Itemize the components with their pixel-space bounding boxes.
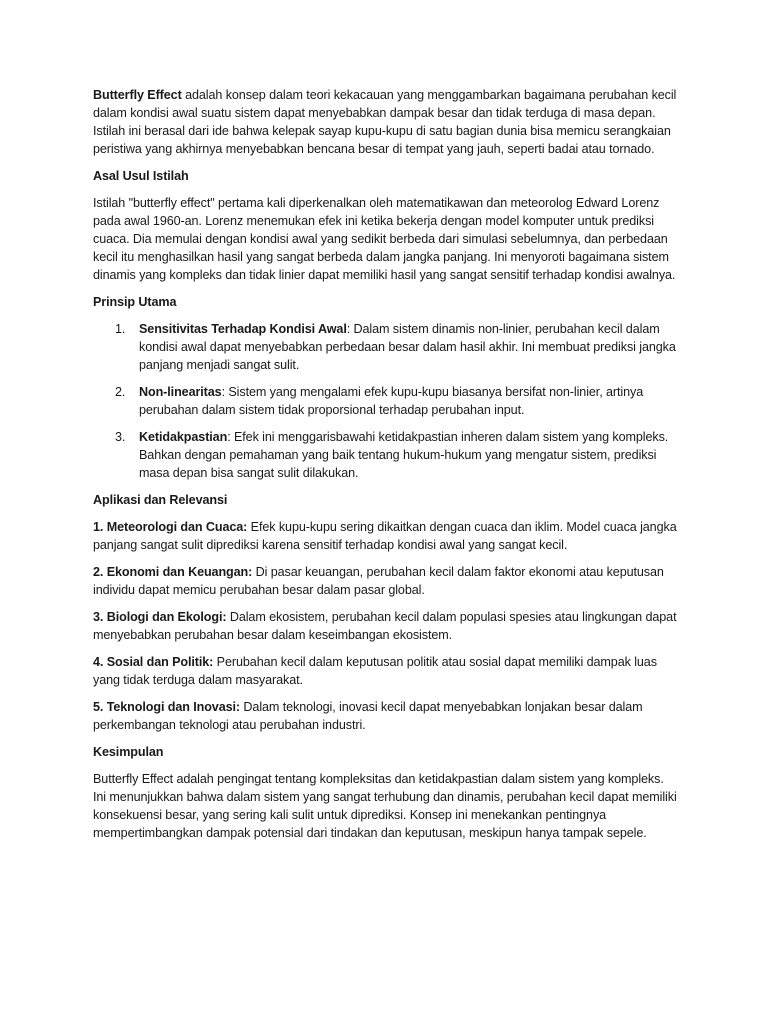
application-term: 2. Ekonomi dan Keuangan: bbox=[93, 565, 253, 579]
conclusion-paragraph: Butterfly Effect adalah pengingat tentang kompleksitas dan ketidakpastian dalam sistem yang kompleks. Ini menunjukkan bahwa dalam sistem yang sangat terhubung dan dinamis, perubahan kecil dapat memiliki konsekuensi besar, yang sering kali sulit untuk diprediksi. Konsep ini menekankan pentingnya mempertimbangkan dampak potensial dari tindakan dan keputusan, meskipun hanya tampak sepele. bbox=[93, 772, 677, 840]
principles-list bbox=[93, 320, 677, 482]
list-item-text: : Efek ini menggarisbawahi ketidakpastian inheren dalam sistem yang kompleks. Bahkan dengan pemahaman yang baik tentang hukum-hukum yang mengatur sistem, prediksi masa depan bisa sangat sulit dilakukan. bbox=[139, 430, 669, 480]
list-item bbox=[93, 383, 677, 419]
list-item-term: Ketidakpastian bbox=[139, 430, 228, 444]
conclusion-heading: Kesimpulan bbox=[93, 745, 164, 759]
list-item-term: Sensitivitas Terhadap Kondisi Awal bbox=[139, 322, 347, 336]
origin-paragraph: Istilah "butterfly effect" pertama kali diperkenalkan oleh matematikawan dan meteorolog Edward Lorenz pada awal 1960-an. Lorenz menemukan efek ini ketika bekerja dengan model komputer untuk prediksi cuaca. Dia memulai dengan kondisi awal yang sedikit berbeda dari simulasi sebelumnya, dan perbedaan kecil itu menghasilkan hasil yang sangat berbeda dalam jangka panjang. Ini menyoroti bagaimana sistem dinamis yang kompleks dan tidak linier dapat memiliki hasil yang sangat sensitif terhadap kondisi awalnya. bbox=[93, 196, 676, 282]
origin-heading: Asal Usul Istilah bbox=[93, 169, 189, 183]
application-text: Dalam teknologi, inovasi kecil dapat menyebabkan lonjakan besar dalam perkembangan teknologi atau perubahan industri. bbox=[93, 700, 643, 732]
application-term: 1. Meteorologi dan Cuaca: bbox=[93, 520, 248, 534]
application-item bbox=[93, 653, 677, 689]
application-text: Dalam ekosistem, perubahan kecil dalam populasi spesies atau lingkungan dapat menyebabkan perubahan besar dalam keseimbangan ekosistem. bbox=[93, 610, 677, 642]
application-text: Di pasar keuangan, perubahan kecil dalam faktor ekonomi atau keputusan individu dapat memicu perubahan besar dalam pasar global. bbox=[93, 565, 664, 597]
list-item bbox=[93, 320, 677, 374]
intro-paragraph bbox=[93, 86, 677, 158]
application-term: 5. Teknologi dan Inovasi: bbox=[93, 700, 241, 714]
document-page bbox=[93, 86, 677, 851]
intro-text: adalah konsep dalam teori kekacauan yang menggambarkan bagaimana perubahan kecil dalam kondisi awal suatu sistem dapat menyebabkan dampak besar dan tidak terduga di masa depan. Istilah ini berasal dari ide bahwa kelepak sayap kupu-kupu di satu bagian dunia bisa memicu serangkaian peristiwa yang akhirnya menyebabkan bencana besar di tempat yang jauh, seperti badai atau tornado. bbox=[93, 88, 677, 156]
list-number: 3. bbox=[115, 430, 126, 444]
application-term: 4. Sosial dan Politik: bbox=[93, 655, 214, 669]
list-number: 2. bbox=[115, 385, 126, 399]
applications-heading: Aplikasi dan Relevansi bbox=[93, 493, 228, 507]
principles-heading: Prinsip Utama bbox=[93, 295, 177, 309]
application-text: Efek kupu-kupu sering dikaitkan dengan cuaca dan iklim. Model cuaca jangka panjang sangat sulit diprediksi karena sensitif terhadap kondisi awal yang sangat kecil. bbox=[93, 520, 677, 552]
list-number: 1. bbox=[115, 322, 126, 336]
list-item-term: Non-linearitas bbox=[139, 385, 222, 399]
application-item bbox=[93, 518, 677, 554]
application-item bbox=[93, 608, 677, 644]
application-text: Perubahan kecil dalam keputusan politik atau sosial dapat memiliki dampak luas yang tidak terduga dalam masyarakat. bbox=[93, 655, 657, 687]
list-item bbox=[93, 428, 677, 482]
list-item-text: : Dalam sistem dinamis non-linier, perubahan kecil dalam kondisi awal dapat menyebabkan perbedaan besar dalam hasil akhir. Ini membuat prediksi jangka panjang menjadi sangat sulit. bbox=[139, 322, 676, 372]
intro-term: Butterfly Effect bbox=[93, 88, 182, 102]
application-item bbox=[93, 563, 677, 599]
application-item bbox=[93, 698, 677, 734]
list-item-text: : Sistem yang mengalami efek kupu-kupu biasanya bersifat non-linier, artinya perubahan dalam sistem tidak proporsional terhadap perubahan input. bbox=[139, 385, 644, 417]
application-term: 3. Biologi dan Ekologi: bbox=[93, 610, 227, 624]
